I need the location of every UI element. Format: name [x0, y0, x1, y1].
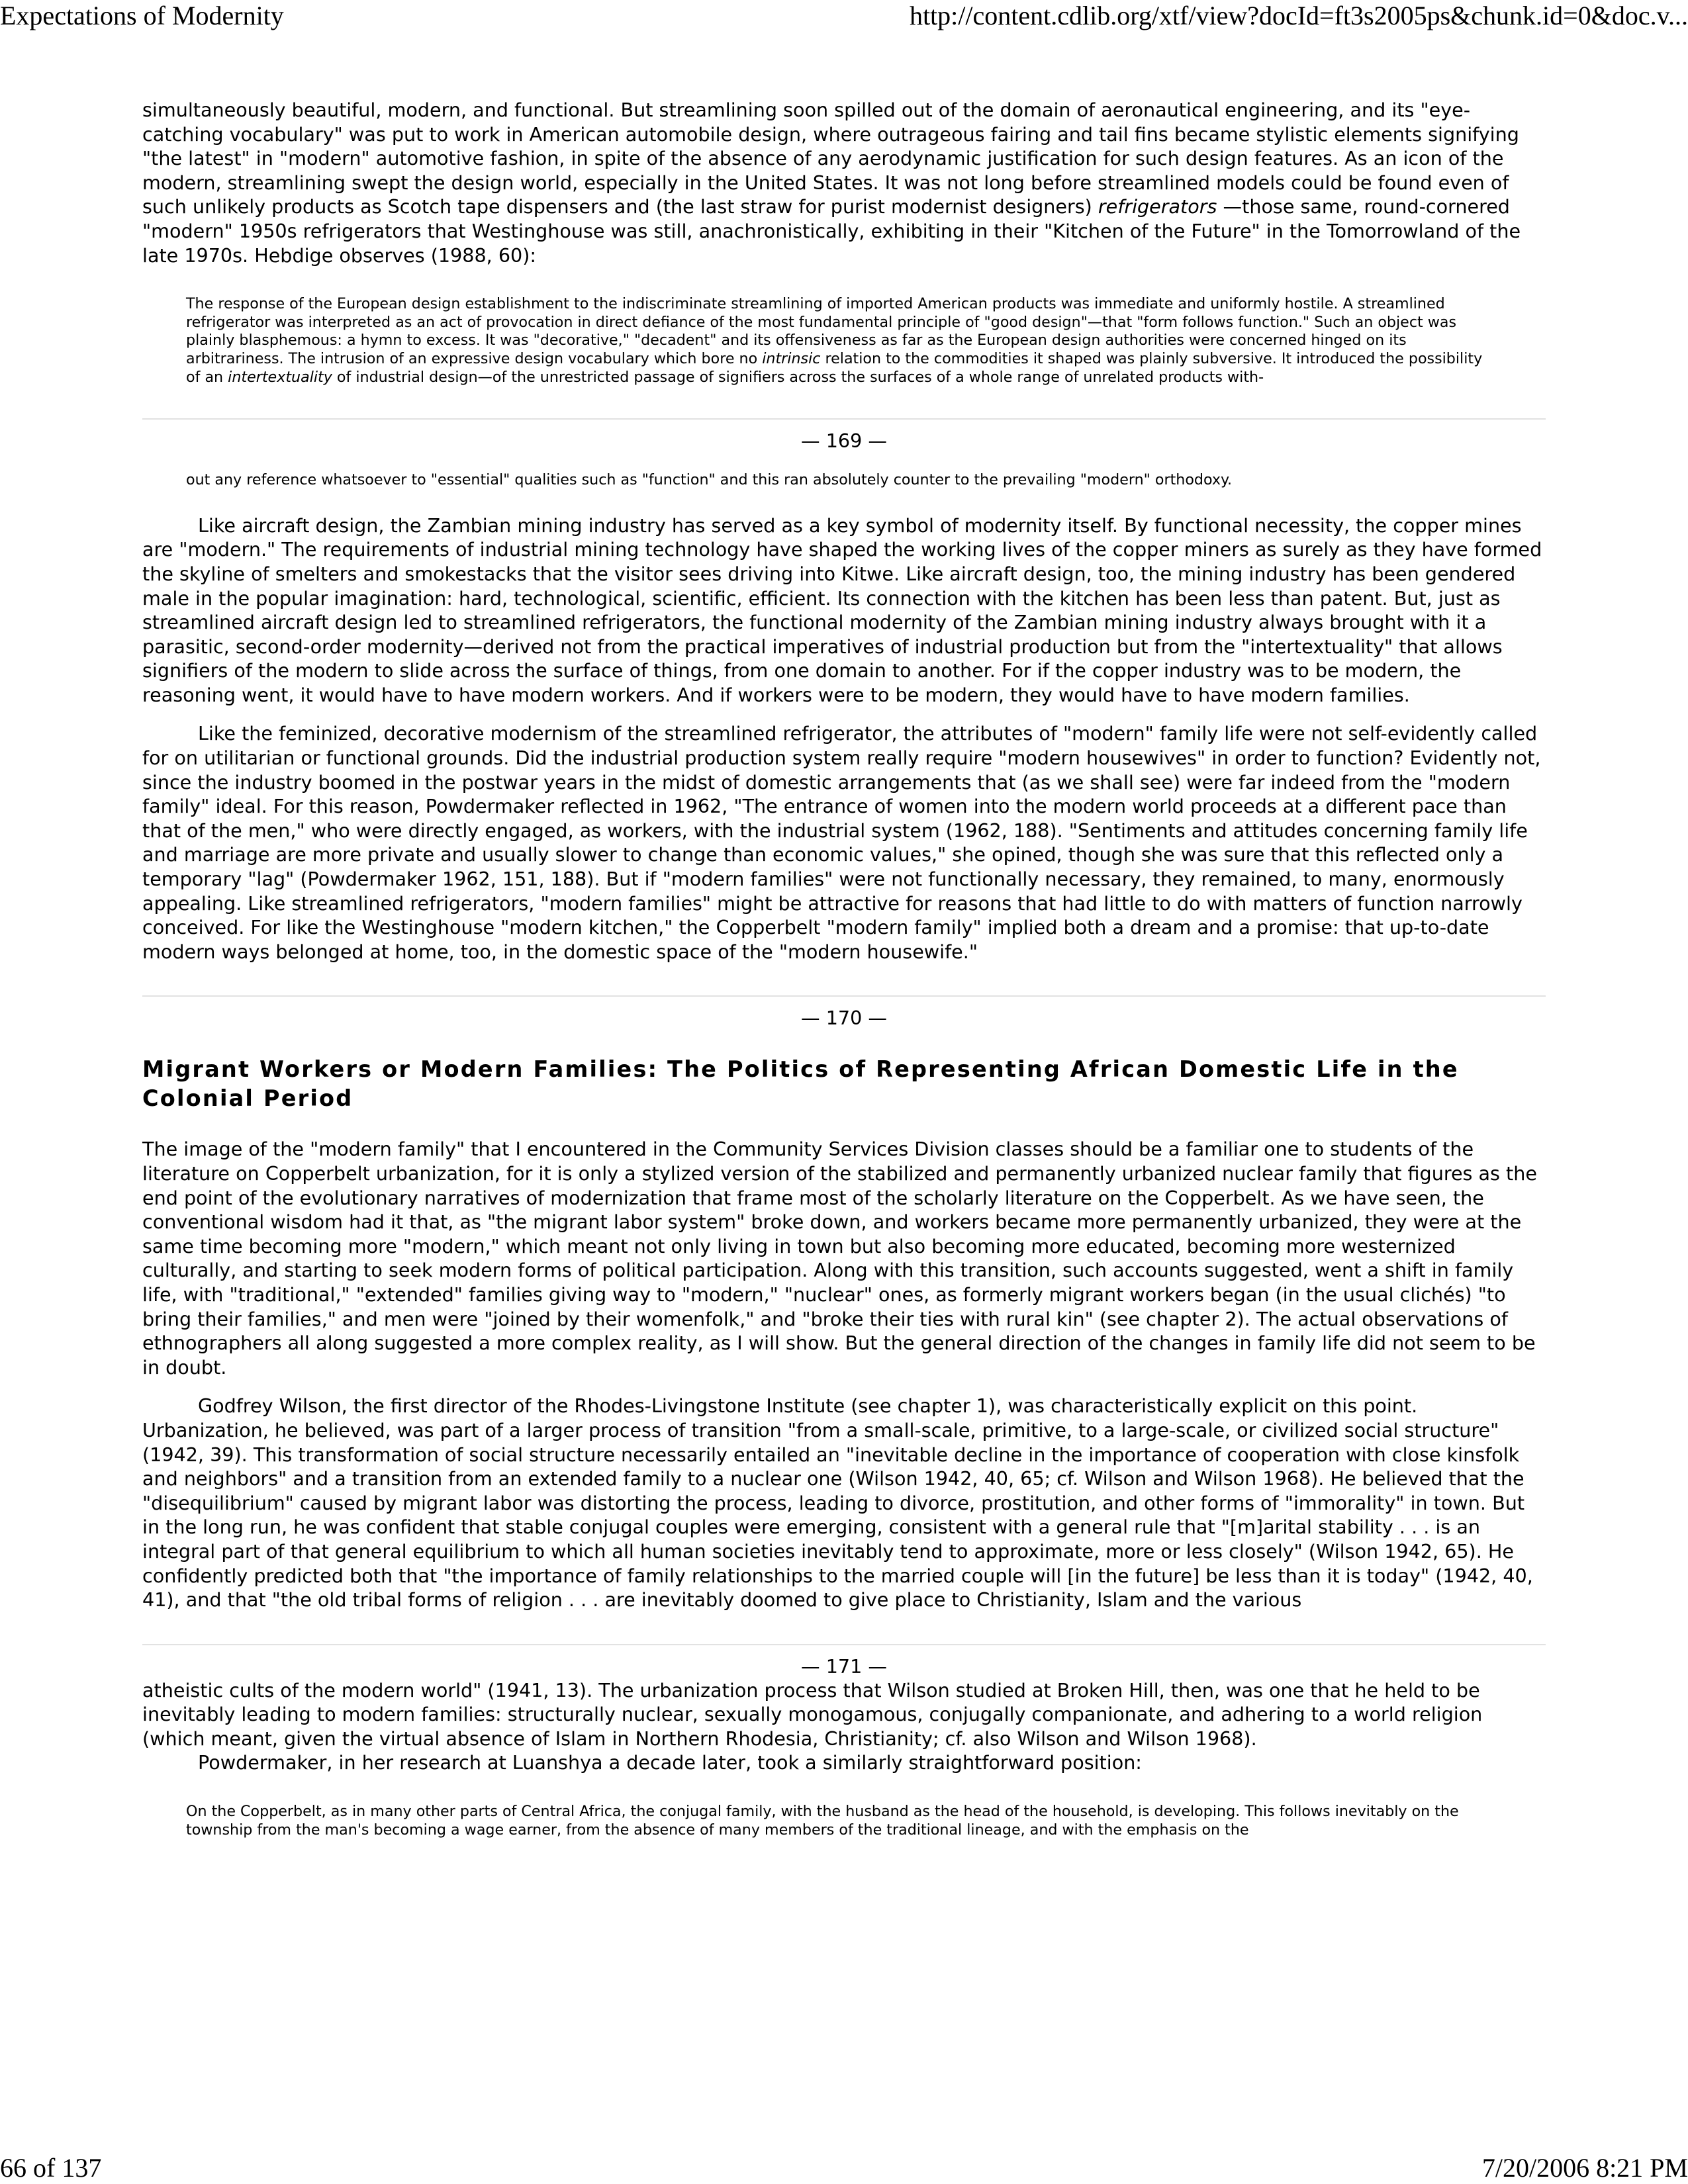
blockquote-hebdige-continued: out any reference whatsoever to "essential" qualities such as "function" and this ran absolutely counter to the prevailing "modern" orthodoxy. — [186, 471, 1233, 489]
section-heading: Migrant Workers or Modern Families: The Politics of Representing African Domestic Life in the Colonial Period — [142, 1056, 1459, 1112]
paragraph-mining-industry: Like aircraft design, the Zambian mining industry has served as a key symbol of modernity itself. By functional necessity, the copper mines are "modern." The requirements of industrial mining technology have shaped the working lives of the copper miners as surely as they have formed the skyline of smelters and smokestacks that the visitor sees driving into Kitwe. Like aircraft design, too, the mining industry has been gendered male in the popular imagination: hard, technological, scientific, efficient. Its connection with the kitchen has been less than patent. But, just as streamlined aircraft design led to streamlined refrigerators, the functional modernity of the Zambian mining industry always brought with it a parasitic, second-order modernity—derived not from the practical imperatives of industrial production but from the "intertextuality" that allows signifiers of the modern to slide across the surface of things, from one domain to another. For if the copper industry was to be modern, the reasoning went, it would have to have modern workers. And if workers were to be modern, they would have to have modern families. — [142, 514, 1542, 706]
page-divider — [142, 418, 1546, 420]
print-timestamp: 7/20/2006 8:21 PM — [1481, 2153, 1688, 2183]
book-content — [142, 98, 1546, 1839]
paragraph-powdermaker: Powdermaker, in her research at Luanshya a decade later, took a similarly straightforward position: — [198, 1751, 1142, 1774]
paragraph-atheistic-cults: atheistic cults of the modern world" (1941, 13). The urbanization process that Wilson studied at Broken Hill, then, was one that he held to be inevitably leading to modern families: structurally nuclear, sexually monogamous, conjugally companionate, and adhering to a world religion (which meant, given the virtual absence of Islam in Northern Rhodesia, Christianity; cf. also Wilson and Wilson 1968). — [142, 1678, 1483, 1750]
page-number-169: — 169 — — [801, 430, 887, 453]
page-divider — [142, 995, 1546, 997]
page-divider — [142, 1644, 1546, 1645]
document-title: Expectations of Modernity — [0, 1, 284, 30]
document-url[interactable]: http://content.cdlib.org/xtf/view?docId=ft3s2005ps&chunk.id=0&doc.v... — [909, 1, 1688, 30]
page-number-170: — 170 — — [801, 1007, 887, 1030]
page-number-171: — 171 — — [801, 1655, 887, 1678]
paragraph-modern-family-image: The image of the "modern family" that I encountered in the Community Services Division classes should be a familiar one to students of the literature on Copperbelt urbanization, for it is only a stylized version of the stabilized and permanently urbanized nuclear family that figures as the end point of the evolutionary narratives of modernization that frame most of the scholarly literature on the Copperbelt. As we have seen, the conventional wisdom had it that, as "the migrant labor system" broke down, and workers became more permanently urbanized, they were at the same time becoming more "modern," which meant not only living in town but also becoming more educated, becoming more westernized culturally, and starting to seek modern forms of political participation. Along with this transition, such accounts suggested, went a shift in family life, with "traditional," "extended" families giving way to "modern," "nuclear" ones, as formerly migrant workers began (in the usual clichés) "to bring their families," and men were "joined by their womenfolk," and "broke their ties with rural kin" (see chapter 2). The actual observations of ethnographers all along suggested a more complex reality, as I will show. But the general direction of the changes in family life did not seem to be in doubt. — [142, 1138, 1537, 1379]
paragraph-godfrey-wilson: Godfrey Wilson, the first director of the Rhodes-Livingstone Institute (see chapter 1), was characteristically explicit on this point. Urbanization, he believed, was part of a larger process of transition "from a small-scale, primitive, to a large-scale, or civilized social structure" (1942, 39). This transformation of social structure necessarily entailed an "inevitable decline in the importance of cooperation with close kinsfolk and neighbors" and a transition from an extended family to a nuclear one (Wilson 1942, 40, 65; cf. Wilson and Wilson 1968). He believed that the "disequilibrium" caused by migrant labor was distorting the process, leading to divorce, prostitution, and other forms of "immorality" in town. But in the long run, he was confident that stable conjugal couples were emerging, consistent with a general rule that "[m]arital stability . . . is an integral part of that general equilibrium to which all human societies inevitably tend to approximate, more or less closely" (Wilson 1942, 65). He confidently predicted both that "the importance of family relationships to the married couple will [in the future] be less than it is today" (1942, 40, 41), and that "the old tribal forms of religion . . . are inevitably doomed to give place to Christianity, Islam and the various — [142, 1394, 1533, 1612]
paragraph-streamlining: simultaneously beautiful, modern, and functional. But streamlining soon spilled out of the domain of aeronautical engineering, and its "eye-catching vocabulary" was put to work in American automobile design, where outrageous fairing and tail fins became stylistic elements signifying "the latest" in "modern" automotive fashion, in spite of the absence of any aerodynamic justification for such design features. As an icon of the modern, streamlining swept the design world, especially in the United States. It was not long before streamlined models could be found even of such unlikely products as Scotch tape dispensers and (the last straw for purist modernist designers) refrigerators —those same, round-cornered "modern" 1950s refrigerators that Westinghouse was still, anachronistically, exhibiting in their "Kitchen of the Future" in the Tomorrowland of the late 1970s. Hebdige observes (1988, 60): — [142, 99, 1521, 267]
page-count: 66 of 137 — [0, 2153, 102, 2183]
paragraph-modern-family: Like the feminized, decorative modernism of the streamlined refrigerator, the attributes of "modern" family life were not self-evidently called for on utilitarian or functional grounds. Did the industrial production system really require "modern housewives" in order to function? Evidently not, since the industry boomed in the postwar years in the midst of domestic arrangements that (as we shall see) were far indeed from the "modern family" ideal. For this reason, Powdermaker reflected in 1962, "The entrance of women into the modern world proceeds at a different pace than that of the men," who were directly engaged, as workers, with the industrial system (1962, 188). "Sentiments and attitudes concerning family life and marriage are more private and usually slower to change than economic values," she opined, though she was sure that this reflected only a temporary "lag" (Powdermaker 1962, 151, 188). But if "modern families" were not functionally necessary, they remained, to many, enormously appealing. Like streamlined refrigerators, "modern families" might be attractive for reasons that had little to do with matters of function narrowly conceived. For like the Westinghouse "modern kitchen," the Copperbelt "modern family" implied both a dream and a promise: that up-to-date modern ways belonged at home, too, in the domestic space of the "modern housewife." — [142, 722, 1541, 963]
blockquote-powdermaker: On the Copperbelt, as in many other parts of Central Africa, the conjugal family, with the husband as the head of the household, is developing. This follows inevitably on the township from the man's becoming a wage earner, from the absence of many members of the traditional lineage, and with the emphasis on the — [186, 1803, 1459, 1839]
blockquote-hebdige: The response of the European design establishment to the indiscriminate streamlining of imported American products was immediate and uniformly hostile. A streamlined refrigerator was interpreted as an act of provocation in direct defiance of the most fundamental principle of "good design"—that "form follows function." Such an object was plainly blasphemous: a hymn to excess. It was "decorative," "decadent" and its offensiveness as far as the European design authorities were concerned hinged on its arbitrariness. The intrusion of an expressive design vocabulary which bore no intrinsic relation to the commodities it shaped was plainly subversive. It introduced the possibility of an intertextuality of industrial design—of the unrestricted passage of signifiers across the surfaces of a whole range of unrelated products with- — [186, 295, 1483, 386]
